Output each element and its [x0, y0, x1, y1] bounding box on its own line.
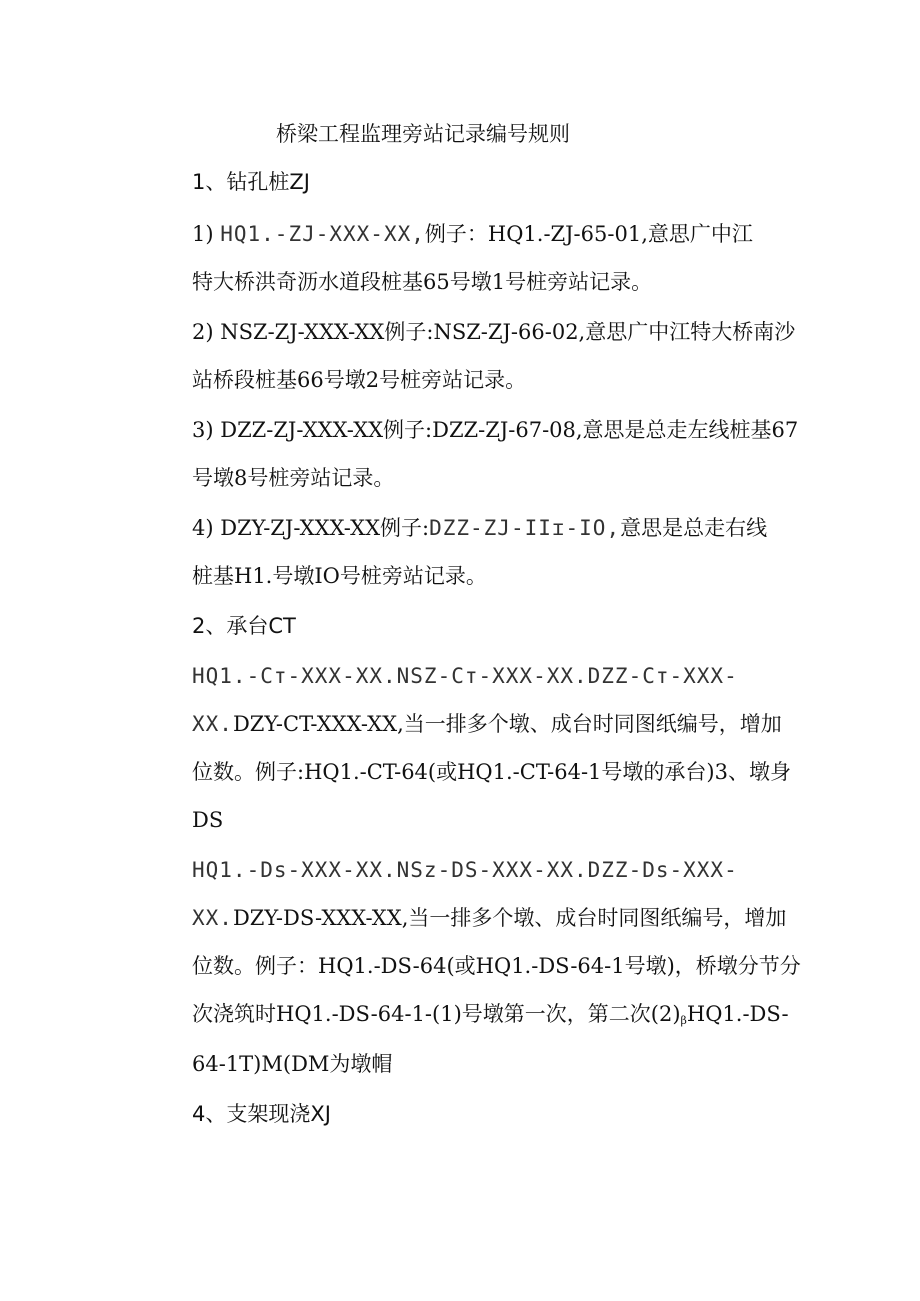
- rule-prefix: 1): [192, 222, 221, 246]
- rule-line: 64-1T)M(DM为墩帽: [192, 1052, 393, 1076]
- section-heading-pile-cap: 2、承台CT: [192, 614, 296, 638]
- rule-line: 位数。例子：HQ1.-DS-64(或HQ1.-DS-64-1号墩)，桥墩分节分: [192, 954, 801, 978]
- rule-line: [192, 220, 792, 248]
- rule-line: 桩基H1.号墩IO号桩旁站记录。: [192, 564, 487, 588]
- rule-line: 特大桥洪奇沥水道段桩基65号墩1号桩旁站记录。: [192, 270, 653, 294]
- rule-prefix: 4) DZY-ZJ-XXX-XX例子:: [192, 516, 430, 540]
- rule-line: 号墩8号桩旁站记录。: [192, 466, 395, 490]
- subscript-mark: β: [680, 1014, 687, 1027]
- rule-text: DZY-DS-XXX-XX,当一排多个墩、成台时同图纸编号，增加: [232, 906, 787, 930]
- section-heading-drilled-pile: 1、钻孔桩ZJ: [192, 170, 310, 194]
- rule-code: DZZ-ZJ-IIɪ-IO,: [429, 516, 621, 540]
- rule-line: HQ1.-Cт-XXX-XX.NSZ-Cт-XXX-XX.DZZ-Cт-XXX-: [192, 664, 738, 688]
- document-title: 桥梁工程监理旁站记录编号规则: [276, 122, 570, 146]
- rule-line: DS: [192, 808, 224, 832]
- rule-line: [192, 1000, 792, 1035]
- rule-line: 3) DZZ-ZJ-XXX-XX例子:DZZ-ZJ-67-08,意思是总走左线桩基67: [192, 418, 799, 442]
- rule-line: 2) NSZ-ZJ-XXX-XX例子:NSZ-ZJ-66-02,意思广中江特大桥南沙: [192, 320, 796, 344]
- rule-text: 次浇筑时HQ1.-DS-64-1-(1)号墩第一次，第二次(2): [192, 1002, 681, 1026]
- rule-text: 例子：HQ1.-ZJ-65-01,意思广中江: [424, 222, 753, 246]
- rule-text: HQ1.-DS-: [686, 1002, 789, 1026]
- rule-line: HQ1.-Ds-XXX-XX.NSz-DS-XXX-XX.DZZ-Ds-XXX-: [192, 858, 738, 882]
- rule-text: 意思是总走右线: [620, 516, 768, 540]
- rule-line: [192, 514, 792, 542]
- rule-line: [192, 904, 792, 932]
- rule-line: 位数。例子:HQ1.-CT-64(或HQ1.-CT-64-1号墩的承台)3、墩身: [192, 760, 791, 784]
- section-heading-cast-in-place-support: 4、支架现浇XJ: [192, 1102, 331, 1126]
- rule-code: XX.: [192, 906, 233, 930]
- rule-line: 站桥段桩基66号墩2号桩旁站记录。: [192, 368, 527, 392]
- rule-code: HQ1.-ZJ-XXX-XX,: [220, 222, 425, 246]
- rule-code: XX.: [192, 712, 233, 736]
- rule-text: DZY-CT-XXX-XX,当一排多个墩、成台时同图纸编号，增加: [232, 712, 782, 736]
- rule-line: [192, 710, 792, 738]
